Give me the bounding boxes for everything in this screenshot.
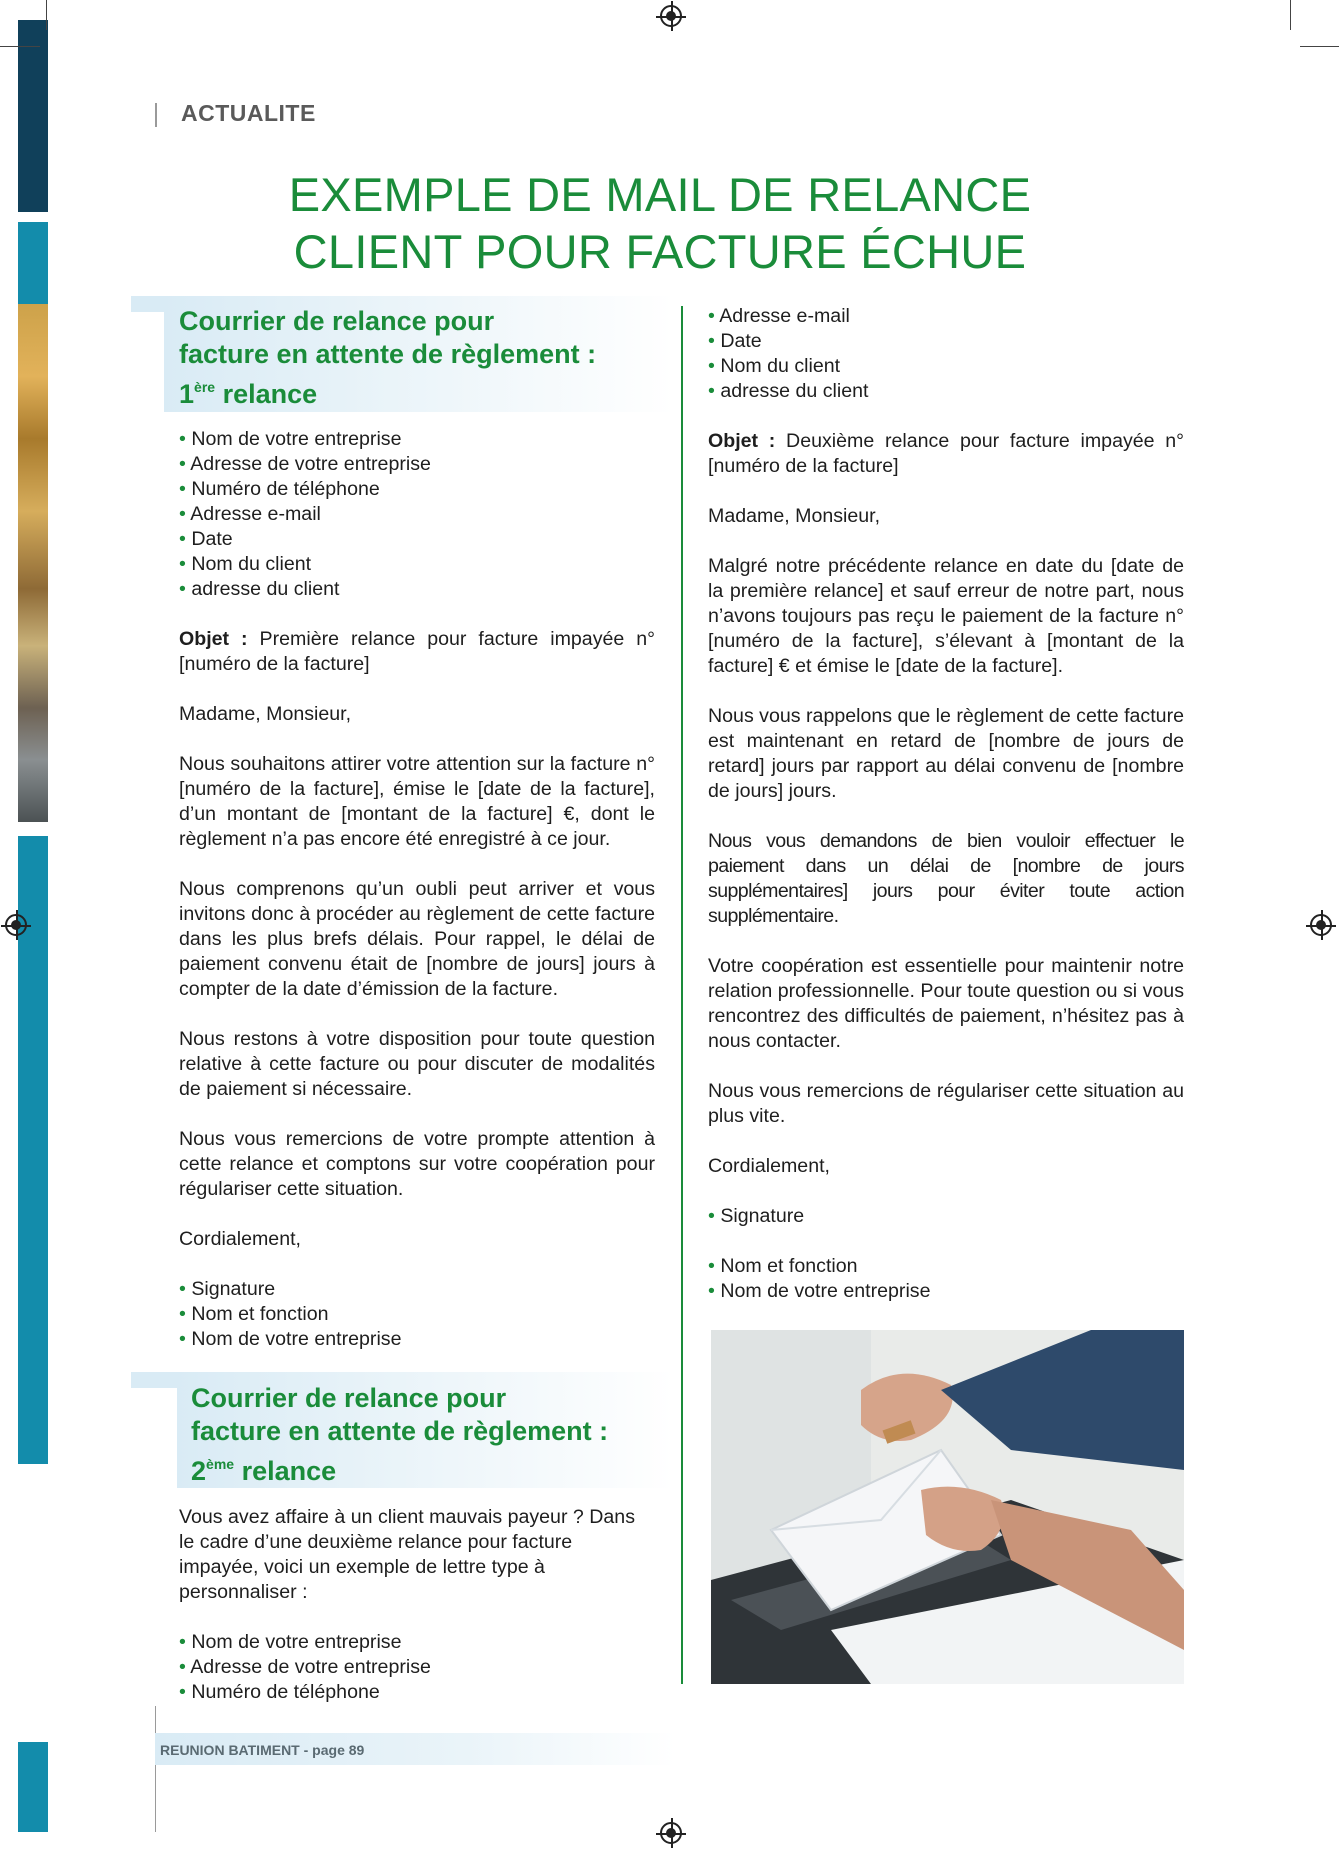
registration-mark-icon: [660, 5, 682, 27]
paragraph: Nous vous demandons de bien vouloir effectuer le paiement dans un délai de [nombre de jours supplémentaires] jours pour éviter toute action supplémentaire.: [708, 830, 1184, 927]
signature-list: [179, 1277, 655, 1352]
list-item: • Nom de votre entreprise: [179, 1327, 655, 1352]
envelope-photo-illustration: [711, 1330, 1184, 1684]
list-item: • Nom de votre entreprise: [708, 1279, 1184, 1304]
paragraph: Malgré notre précédente relance en date du [date de la première relance] et sauf erreur de notre part, nous n’avons toujours pas reçu le paiement de la facture n° [numéro de la facture], s’élevant à [montant de la facture] € et émise le [date de la facture].: [708, 555, 1184, 677]
signature-list: [708, 1204, 1184, 1229]
list-item: • Signature: [708, 1204, 1184, 1229]
objet-line: Objet : Deuxième relance pour facture impayée n° [numéro de la facture]: [708, 430, 1185, 477]
list-item: • Adresse e-mail: [179, 502, 655, 527]
registration-mark-icon: [1310, 914, 1332, 936]
list-item: • Nom et fonction: [179, 1302, 655, 1327]
registration-mark-icon: [5, 914, 27, 936]
heading-accent: [131, 1372, 181, 1388]
page-title-line: CLIENT POUR FACTURE ÉCHUE: [293, 225, 1027, 278]
signature-list: [708, 1254, 1184, 1304]
list-item: • Adresse de votre entreprise: [179, 1655, 655, 1680]
crop-mark: [1290, 0, 1291, 30]
objet-line: Objet : Première relance pour facture impayée n° [numéro de la facture]: [179, 628, 655, 675]
list-item: • Nom de votre entreprise: [179, 1630, 655, 1655]
list-item: • Nom du client: [708, 354, 1184, 379]
list-item: • Numéro de téléphone: [179, 1680, 655, 1705]
sender-list: [179, 1630, 655, 1705]
page-title: [160, 166, 1160, 280]
list-item: • Adresse e-mail: [708, 304, 1184, 329]
list-item: • Nom du client: [179, 552, 655, 577]
decor-strip-teal: [18, 1742, 48, 1832]
page-title-line: EXEMPLE DE MAIL DE RELANCE: [288, 168, 1032, 221]
list-item: • Date: [179, 527, 655, 552]
decor-strip-navy: [18, 20, 48, 212]
salutation: Madame, Monsieur,: [708, 505, 881, 527]
left-column-lower: [179, 1505, 655, 1705]
list-item: • Adresse de votre entreprise: [179, 452, 655, 477]
salutation: Madame, Monsieur,: [179, 703, 352, 725]
decor-strip-photo: [18, 304, 48, 822]
right-column: [708, 304, 1184, 1304]
section-heading-1: Courrier de relance pour facture en attente de règlement : 1ère relance: [179, 306, 597, 409]
list-item: • adresse du client: [179, 577, 655, 602]
decor-strip-teal: [18, 222, 48, 304]
list-item: • Nom de votre entreprise: [179, 427, 655, 452]
column-divider: [681, 306, 683, 1684]
crop-mark: [1300, 46, 1339, 47]
intro-paragraph: Vous avez affaire à un client mauvais payeur ? Dans le cadre d’une deuxième relance pour facture impayée, voici un exemple de lettre type à personnaliser :: [179, 1506, 636, 1603]
list-item: • Signature: [179, 1277, 655, 1302]
section-heading-2: Courrier de relance pour facture en attente de règlement : 2ème relance: [191, 1383, 609, 1486]
section-tag: ACTUALITE: [181, 100, 316, 126]
registration-mark-icon: [660, 1822, 682, 1844]
sender-list-continued: [708, 304, 1184, 404]
page-footer: REUNION BATIMENT - page 89: [160, 1742, 365, 1758]
paragraph: Nous vous remercions de votre prompte attention à cette relance et comptons sur votre coopération pour régulariser cette situation.: [179, 1128, 655, 1200]
left-column: [179, 427, 655, 1352]
closing: Cordialement,: [708, 1155, 830, 1177]
paragraph: Votre coopération est essentielle pour maintenir notre relation professionnelle. Pour toute question ou si vous rencontrez des difficultés de paiement, n’hésitez pas à nous contacter.: [708, 955, 1184, 1052]
paragraph: Nous souhaitons attirer votre attention sur la facture n° [numéro de la facture], émise le [date de la facture], d’un montant de [montant de la facture] €, dont le règlement n’a pas encore été enregistré à ce jour.: [179, 753, 655, 850]
closing: Cordialement,: [179, 1228, 301, 1250]
list-item: • Date: [708, 329, 1184, 354]
paragraph: Nous vous rappelons que le règlement de cette facture est maintenant en retard de [nombre de jours de retard] jours par rapport au délai convenu de [nombre de jours] jours.: [708, 705, 1184, 802]
crop-mark: [0, 46, 40, 47]
crop-mark: [46, 0, 47, 30]
list-item: • Nom et fonction: [708, 1254, 1184, 1279]
paragraph: Nous restons à votre disposition pour toute question relative à cette facture ou pour discuter de modalités de paiement si nécessaire.: [179, 1028, 655, 1100]
paragraph: Nous comprenons qu’un oubli peut arriver et vous invitons donc à procéder au règlement de cette facture dans les plus brefs délais. Pour rappel, le délai de paiement convenu était de [nombre de jours] jours à compter de la date d’émission de la facture.: [179, 878, 655, 1000]
footer-bar: [155, 1706, 156, 1832]
sender-list: [179, 427, 655, 602]
envelope-photo: [711, 1330, 1184, 1684]
list-item: • adresse du client: [708, 379, 1184, 404]
paragraph: Nous vous remercions de régulariser cette situation au plus vite.: [708, 1080, 1184, 1127]
list-item: • Numéro de téléphone: [179, 477, 655, 502]
